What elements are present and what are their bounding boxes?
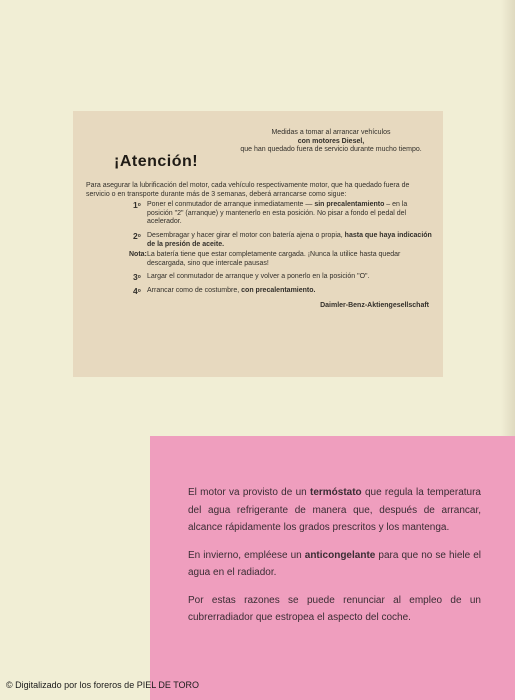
radiator-cover-paragraph: Por estas razones se puede renunciar al empleo de un cubrerradiador que estropea el aspecto del coche. — [188, 594, 481, 623]
notice-intro-line-2: que han quedado fuera de servicio durante mucho tiempo. — [240, 146, 422, 154]
step-2 — [86, 232, 433, 249]
step-number: 1$^o$ — [133, 200, 141, 211]
notice-title: ¡Atención! — [114, 153, 199, 170]
thermostat-info-card — [150, 436, 515, 700]
antifreeze-paragraph: En invierno, empléese un anticongelante para que no se hiele el agua en el radiador. — [188, 549, 482, 578]
step-number: 2$^o$ — [133, 230, 141, 241]
step-text-bold: sin precalentamiento — [314, 201, 385, 209]
note-text: La batería tiene que estar completamente cargada. ¡Nunca la utilice hasta quedar descargada, sino que intercale pausas! — [147, 251, 401, 267]
notice-signature: Daimler-Benz-Aktiengesellschaft — [320, 301, 429, 309]
scan-credit: © Digitalizado por los foreros de PIEL DE TORO — [6, 680, 200, 690]
step-text: Poner el conmutador de arranque inmediatamente — — [147, 201, 315, 209]
step-4 — [86, 287, 433, 296]
step-text: Largar el conmutador de arranque y volver a ponerlo en la posición "O". — [147, 273, 370, 281]
step-text-bold: con precalentamiento. — [241, 286, 316, 294]
battery-note — [86, 251, 433, 268]
notice-intro-line-1: Medidas a tomar al arrancar vehículos — [271, 129, 391, 136]
note-label: Nota: — [129, 251, 147, 259]
step-text: – en la posición "2" (arranque) y mantenerlo en esta posición. No pisar a fondo el pedal del acelerador. — [147, 201, 408, 226]
notice-paragraph: Para asegurar la lubrificación del motor, cada vehículo respectivamente motor, que ha quedado fuera de servicio o en transporte durante más de 3 semanas, deberá arrancarse como sigue: — [86, 182, 410, 198]
notice-steps — [86, 201, 433, 249]
step-1 — [86, 201, 433, 227]
notice-intro — [231, 129, 431, 155]
diesel-notice-card — [73, 111, 443, 377]
step-text-bold: hasta que haya indicación de la presión de aceite. — [147, 231, 432, 248]
step-number: 3$^o$ — [133, 272, 141, 283]
step-3 — [86, 273, 433, 282]
thermostat-paragraph: El motor va provisto de un termóstato que regula la temperatura del agua refrigerante de manera que, después de arrancar, alcance rápidamente los grados prescritos y los mantenga. — [188, 487, 481, 533]
notice-steps-continued — [86, 273, 433, 295]
notice-header — [86, 120, 433, 176]
step-number: 4$^o$ — [133, 285, 141, 296]
notice-body — [86, 182, 433, 310]
step-text: Arrancar como de costumbre, — [147, 286, 242, 294]
step-text: Desembragar y hacer girar el motor con batería ajena o propia, — [147, 231, 345, 239]
notice-intro-bold: con motores Diesel, — [297, 137, 365, 145]
